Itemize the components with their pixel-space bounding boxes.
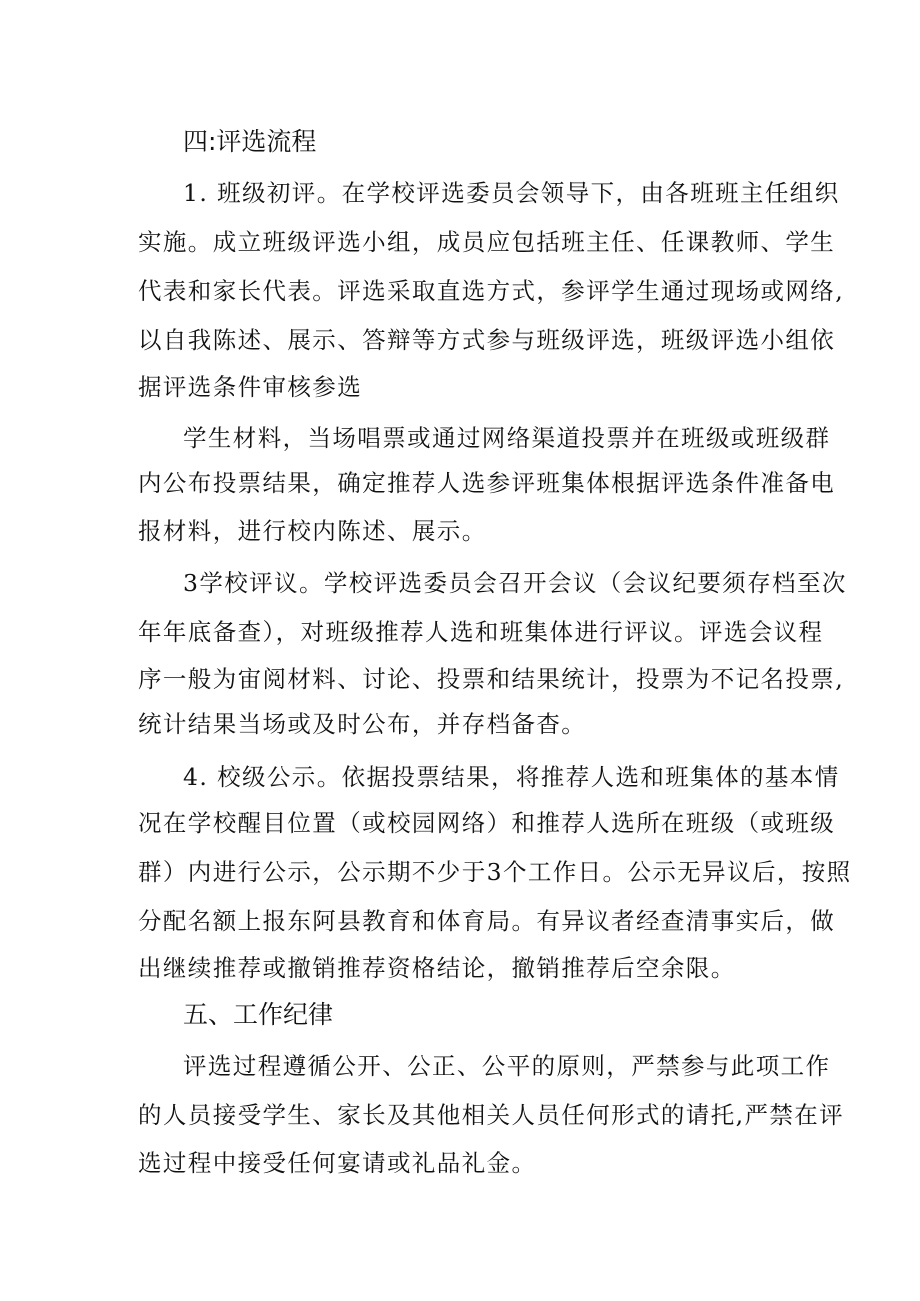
paragraph-line: 年年底备查），对班级推荐人选和班集体进行评议。评选会议程 <box>138 618 824 646</box>
paragraph-line: 实施。成立班级评选小组，成员应包括班主任、任课教师、学生 <box>138 228 836 256</box>
paragraph-line: 据评选条件审核参选 <box>138 373 363 401</box>
paragraph-line: 的人员接受学生、家长及其他相关人员任何形式的请托,严禁在评 <box>138 1101 845 1129</box>
paragraph-line: 统计结果当场或及时公布，并存档备杳。 <box>138 710 587 738</box>
section-5-title: 五、工作纪律 <box>183 1000 334 1029</box>
paragraph-line: 学生材料，当场唱票或通过网络渠道投票并在班级或班级群 <box>183 424 831 452</box>
paragraph-line: 3学校评议。学校评选委员会召开会议（会议纪要须存档至次 <box>183 569 847 597</box>
paragraph-line: 况在学校醒目位置（或校园网络）和推荐人选所在班级（或班级 <box>138 809 836 837</box>
section-4-title: 四:评选流程 <box>183 127 317 156</box>
paragraph-line: 代表和家长代表。评选采取直选方式，参评学生通过现场或网络, <box>138 277 845 305</box>
paragraph-line: 选过程中接受任何宴请或礼品礼金。 <box>138 1149 537 1177</box>
paragraph-line: 评选过程遵循公开、公正、公平的原则，严禁参与此项工作 <box>183 1052 831 1080</box>
paragraph-line: 报材料，进行校内陈述、展示。 <box>138 517 487 545</box>
paragraph-line: 分配名额上报东阿县教育和体育局。有异议者经查清事实后，做 <box>138 907 836 935</box>
paragraph-line: 以自我陈述、展示、答辩等方式参与班级评选，班级评选小组依 <box>138 326 836 354</box>
paragraph-line: 4. 校级公示。依据投票结果，将推荐人选和班集体的基本情 <box>183 763 840 791</box>
paragraph-line: 1. 班级初评。在学校评选委员会领导下，由各班班主任组织 <box>183 179 840 207</box>
paragraph-line: 出继续推荐或撤销推荐资格结论，撤销推荐后空余限。 <box>138 954 736 982</box>
paragraph-line: 群）内进行公示，公示期不少于3个工作日。公示无异议后，按照 <box>138 858 852 886</box>
paragraph-line: 序一般为宙阅材料、讨论、投票和结果统计，投票为不记名投票, <box>138 665 845 693</box>
paragraph-line: 内公布投票结果，确定推荐人选参评班集体根据评选条件准备电 <box>138 469 836 497</box>
